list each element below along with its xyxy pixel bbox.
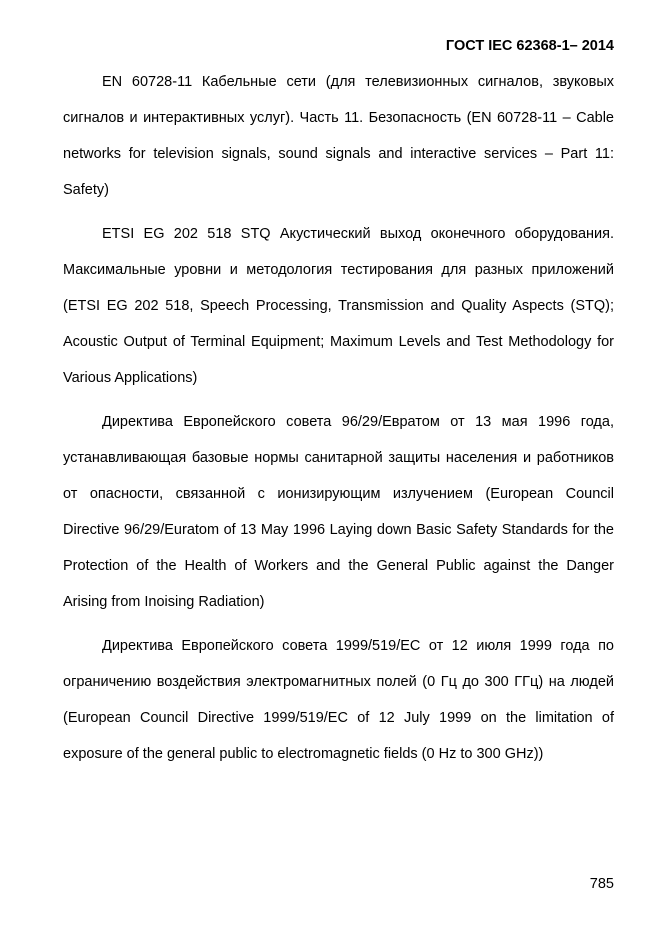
reference-paragraph-directive-1999-519: Директива Европейского совета 1999/519/EC от 12 июля 1999 года по ограничению воздействия электромагнитных полей (0 Гц до 300 ГГц) на людей (European Council Directive 1999/519/EC of 12 July 1999 on the limitation of exposure of the general public to electromagnetic fields (0 Hz to 300 GHz)) bbox=[63, 638, 614, 762]
document-body bbox=[63, 64, 614, 780]
page-number: 785 bbox=[589, 876, 614, 892]
document-code-header: ГОСТ IEC 62368-1– 2014 bbox=[445, 38, 614, 54]
reference-paragraph-etsi-eg-202-518: ETSI EG 202 518 STQ Акустический выход оконечного оборудования. Максимальные уровни и методология тестирования для разных приложений (ETSI EG 202 518, Speech Processing, Transmission and Quality Aspects (STQ); Acoustic Output of Terminal Equipment; Maximum Levels and Test Methodology for Various Applications) bbox=[63, 226, 614, 386]
reference-paragraph-en-60728-11: EN 60728-11 Кабельные сети (для телевизионных сигналов, звуковых сигналов и интерактивных услуг). Часть 11. Безопасность (EN 60728-11 – Cable networks for television signals, sound signals and interactive services – Part 11: Safety) bbox=[63, 74, 614, 198]
reference-paragraph-directive-96-29: Директива Европейского совета 96/29/Евратом от 13 мая 1996 года, устанавливающая базовые нормы санитарной защиты населения и работников от опасности, связанной с ионизирующим излучением (European Council Directive 96/29/Euratom of 13 May 1996 Laying down Basic Safety Standards for the Protection of the Health of Workers and the General Public against the Danger Arising from Inoising Radiation) bbox=[63, 414, 614, 610]
